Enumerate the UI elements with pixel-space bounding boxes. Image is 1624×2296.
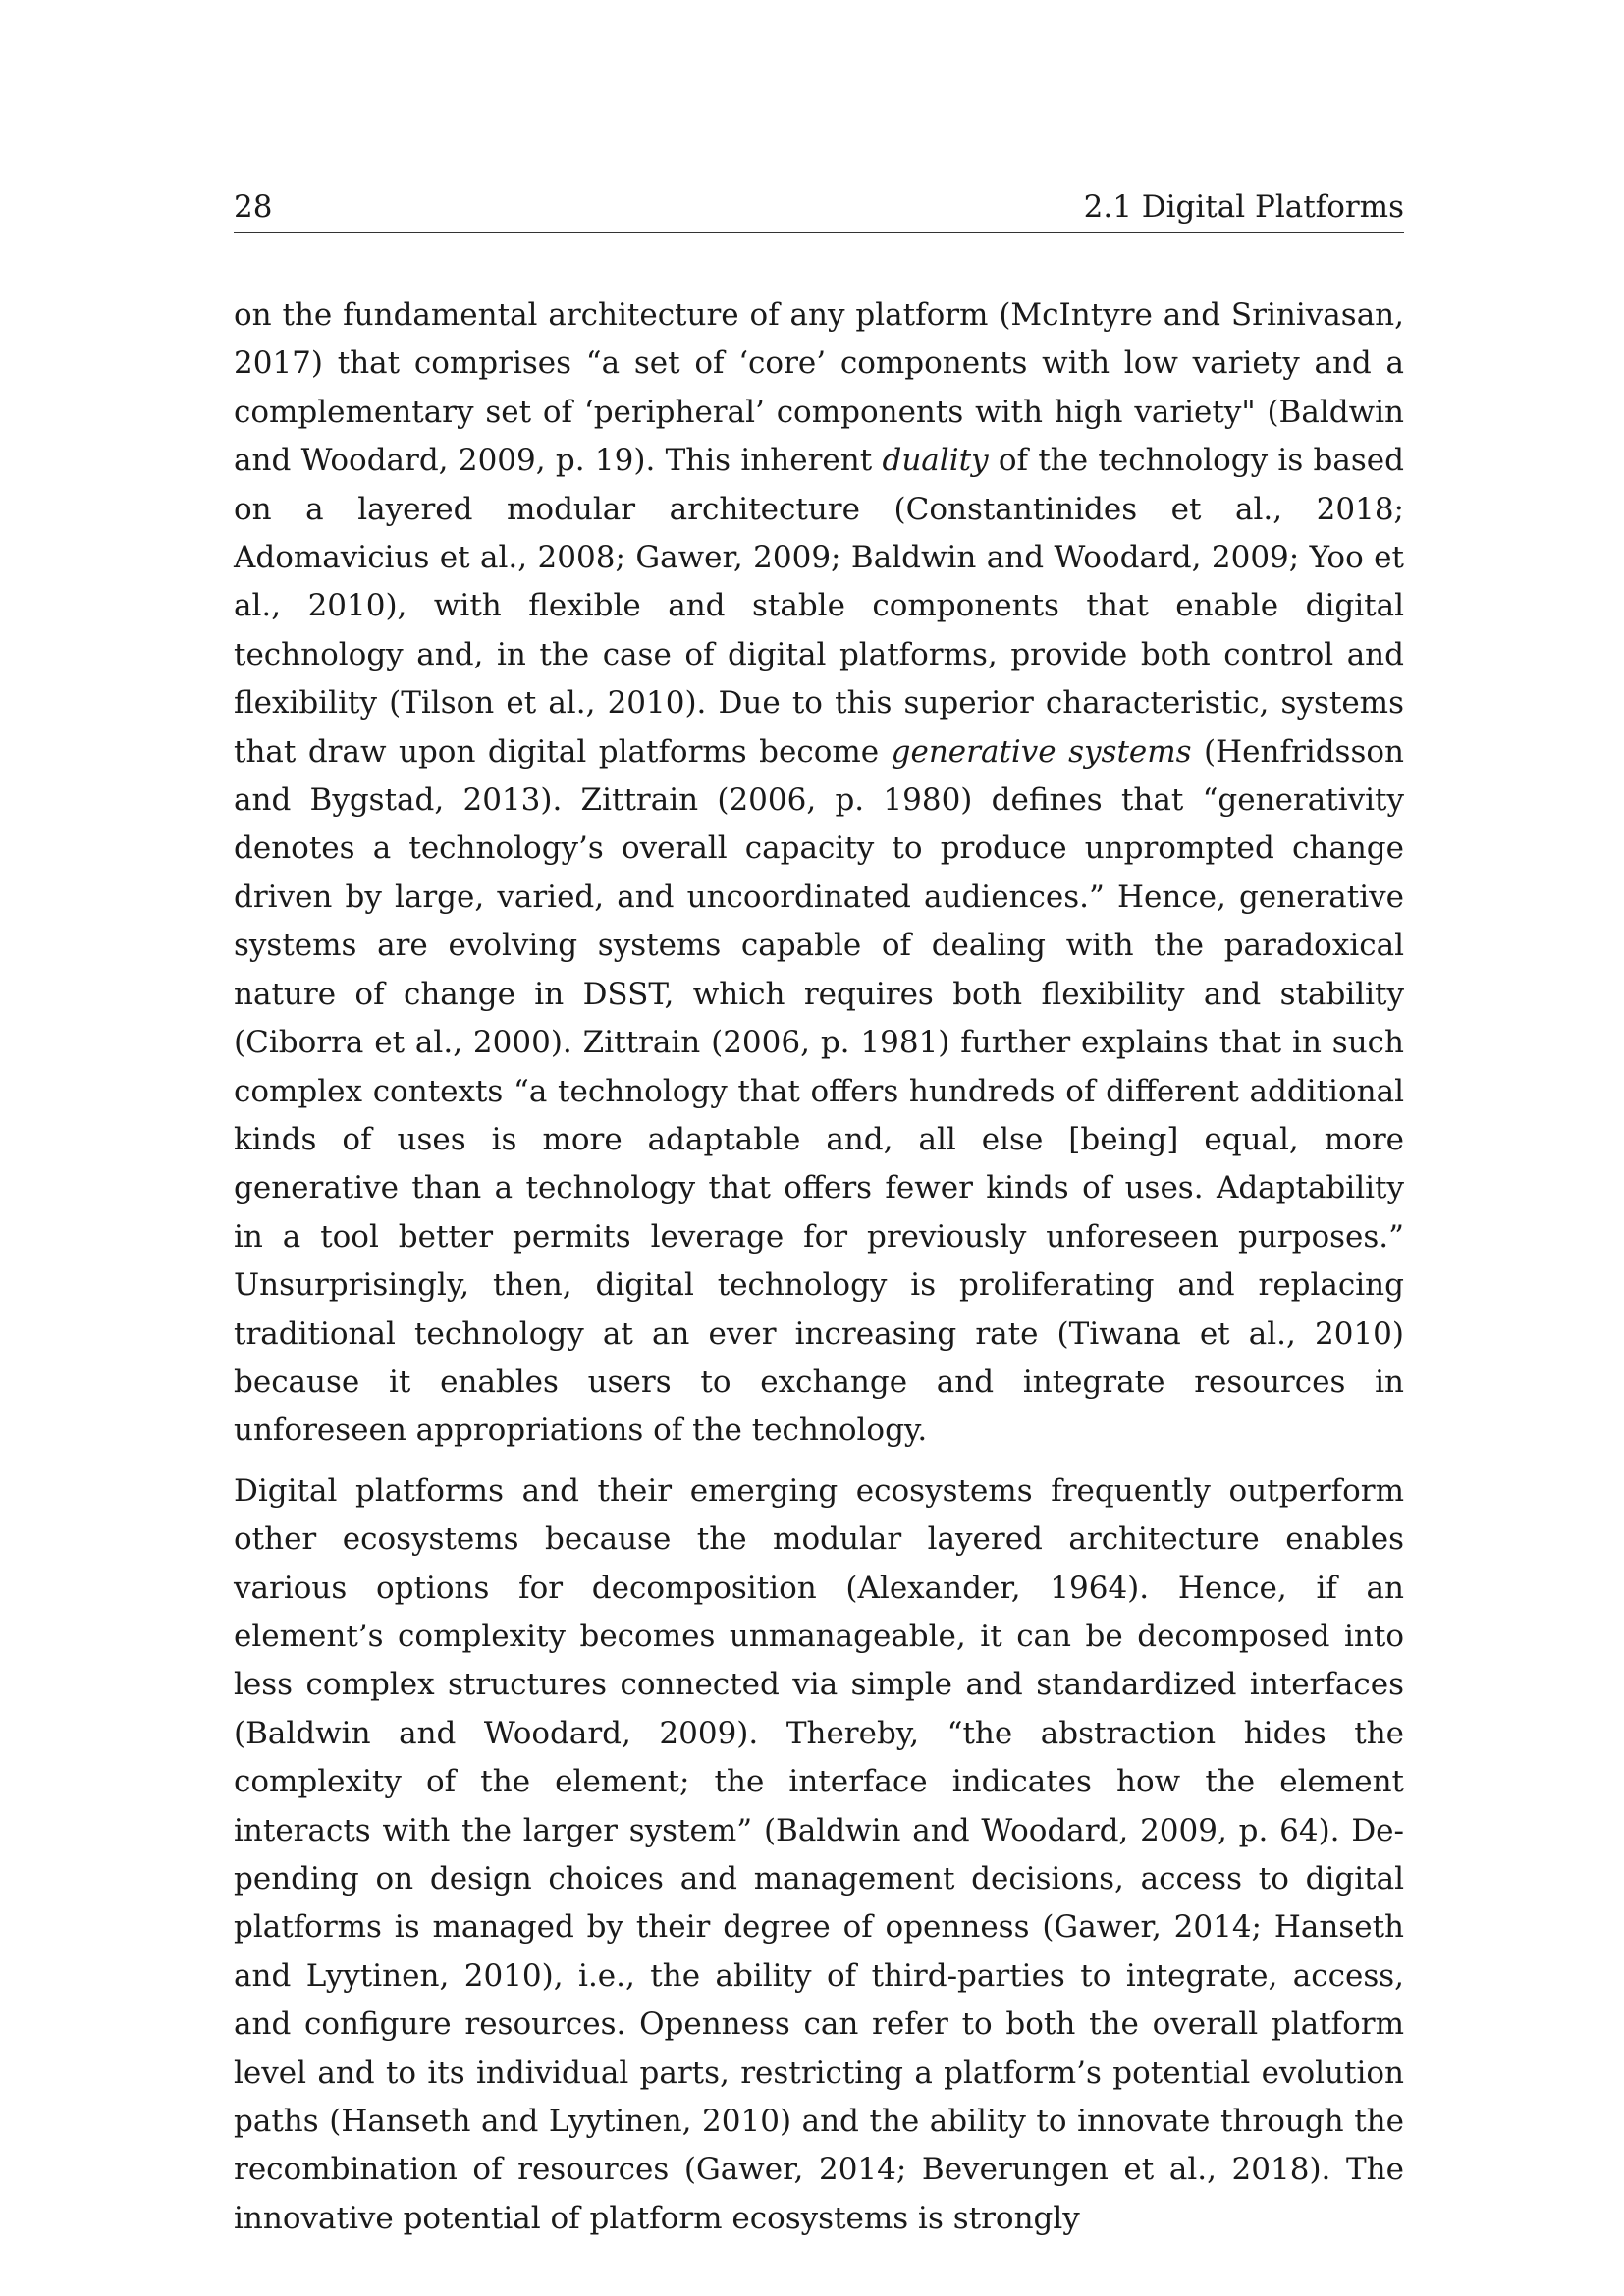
section-title: 2.1 Digital Platforms [1083, 189, 1404, 225]
paragraph-2 [234, 1468, 1404, 2244]
page-number: 28 [234, 189, 273, 225]
running-header [234, 187, 1404, 233]
emphasis-duality: duality [882, 443, 989, 479]
paragraph-2-text: Digital platforms and their emerging ecosystems frequently outperform other ecosystems because the modular layered architecture enables various options for decomposition (Alexander, 1964). Hence, if an element’s complexity becomes unmanageable, it can be decomposed into less complex structures connected via simple and standardized interfaces (Baldwin and Woodard, 2009). Thereby, “the abstraction hides the complexity of the element; the interface indicates how the element interacts with the larger system” (Baldwin and Woodard, 2009, p. 64). Depending on design choices and management decisions, access to digital platforms is managed by their degree of openness (Gawer, 2014; Hanseth and Lyytinen, 2010), i.e., the ability of third-parties to integrate, access, and configure resources. Openness can refer to both the overall platform level and to its individual parts, restricting a platform’s potential evolution paths (Hanseth and Lyytinen, 2010) and the ability to innovate through the recombination of resources (Gawer, 2014; Beverungen et al., 2018). The innovative potential of platform ecosystems is strongly [234, 1472, 1404, 2236]
body-text [234, 292, 1404, 2243]
paragraph-1-text: of the technology is based on a layered modular architecture (Constantinides et al., 2018; Adomavicius et al., 2008; Gawer, 2009; Baldwin and Woodard, 2009; Yoo et al., 2010), with flexible and stable components that enable digital technology and, in the case of digital platforms, provide both control and flexibility (Tilson et al., 2010). Due to this superior characteristic, systems that draw upon digital platforms become [234, 443, 1404, 770]
page-content [234, 187, 1404, 2243]
paragraph-1-text: on the fundamental architecture of any platform (McIntyre and Srinivasan, 2017) that comprises “a set of ‘core’ components with low variety and a complementary set of ‘peripheral’ components with high variety" (Baldwin and Woodard, 2009, p. 19). This inherent [234, 297, 1404, 479]
paragraph-1 [234, 292, 1404, 1456]
emphasis-generative-systems: generative systems [891, 733, 1192, 770]
paragraph-1-text: (Henfridsson and Bygstad, 2013). Zittrain (2006, p. 1980) defines that “generativity denotes a technology’s overall capacity to produce unprompted change driven by large, varied, and uncoordinated audiences.” Hence, generative systems are evolving systems capable of dealing with the paradoxical nature of change in DSST, which requires both flexibility and stability (Ciborra et al., 2000). Zittrain (2006, p. 1981) further explains that in such complex contexts “a technology that offers hundreds of different additional kinds of uses is more adaptable and, all else [being] equal, more generative than a technology that offers fewer kinds of uses. Adaptability in a tool better permits leverage for previously unforeseen purposes.” Unsurprisingly, then, digital technology is proliferating and replacing traditional technology at an ever increasing rate (Tiwana et al., 2010) because it enables users to exchange and integrate resources in unforeseen appropriations of the technology. [234, 733, 1404, 1449]
